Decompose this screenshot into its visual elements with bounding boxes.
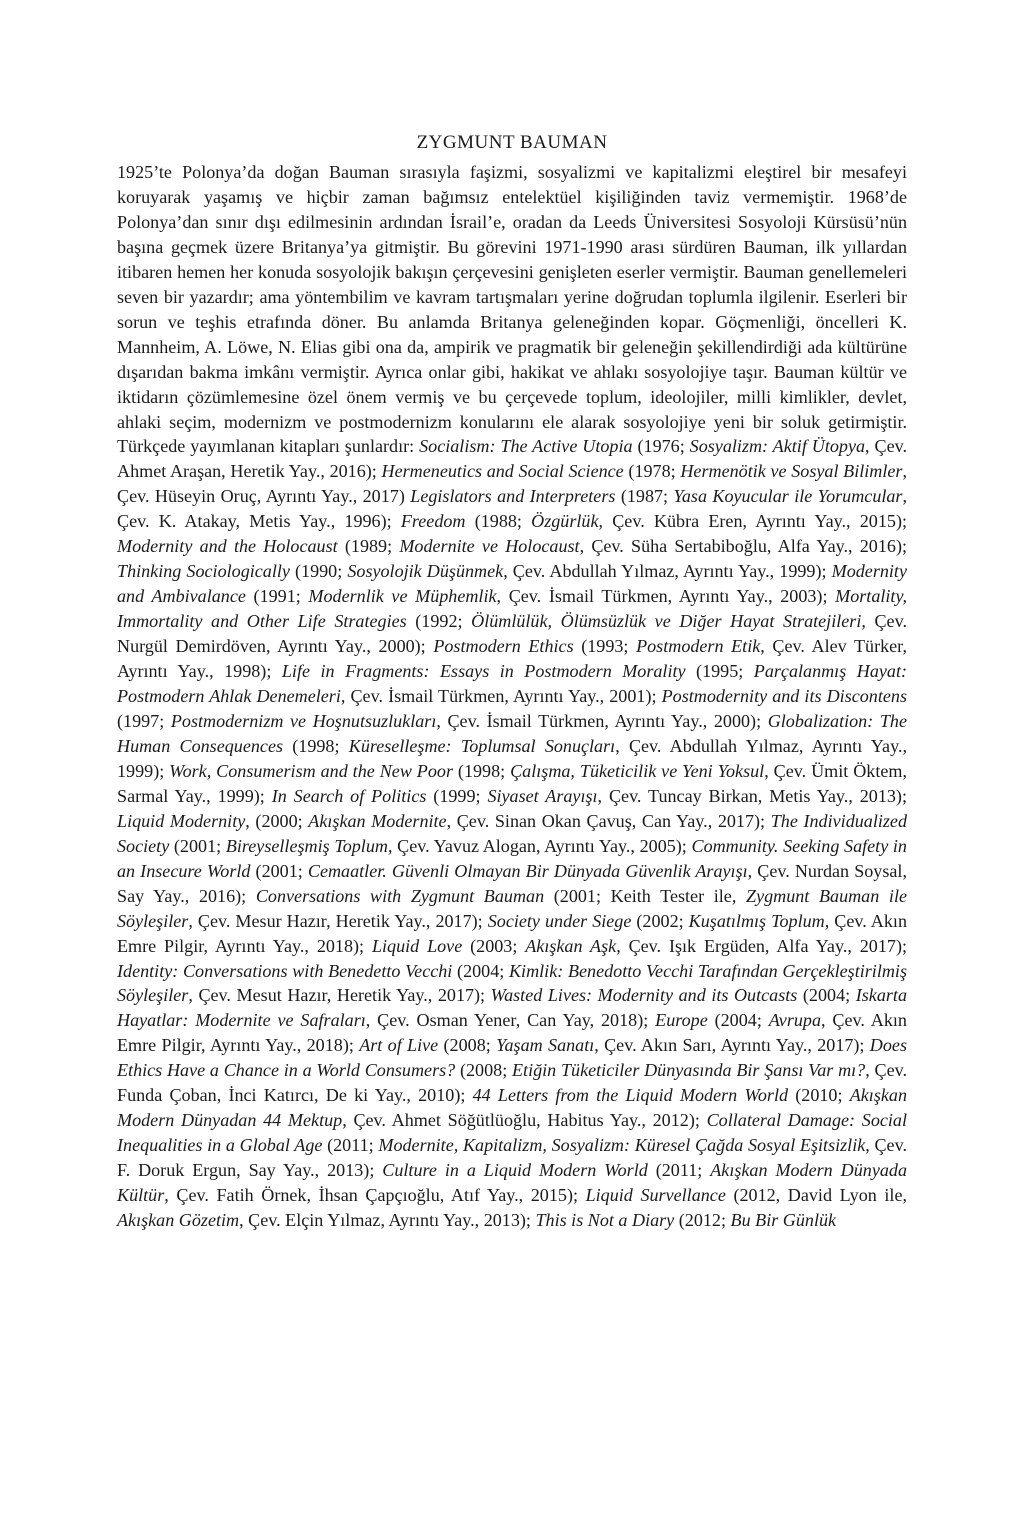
body-text-run: , Çev. Fatih Örnek, İhsan Çapçıoğlu, Atıf Yay., 2015); [164,1185,586,1206]
body-text-run: (2011; [647,1160,711,1181]
body-text-run: , Çev. Nurdan Soysal, Say Yay., 2016); [117,860,907,906]
body-text-run: (1999; [426,785,488,806]
book-title-text: In Search of Politics [271,785,427,806]
body-text-run: (2004; [707,1010,769,1031]
body-text-run: , Çev. Akın Sarı, Ayrıntı Yay., 2017); [594,1035,870,1056]
book-title-text: Etiğin Tüketiciler Dünyasında Bir Şansı Var mı? [511,1060,866,1081]
book-title-text: Hermenötik ve Sosyal Bilimler [680,461,903,482]
body-text-run: (1976; [632,436,690,457]
book-title-text: Collateral Damage: Social Inequalities in a Global Age [117,1110,908,1156]
body-text-run: , (2000; [245,810,309,831]
body-text-run: (2001; [169,835,226,856]
body-text-run: , Çev. Funda Çoban, İnci Katırcı, De ki Yay., 2010); [117,1060,907,1106]
book-title-text: Identity: Conversations with Benedetto Vecchi [117,960,453,981]
body-text-run: , Çev. Tuncay Birkan, Metis Yay., 2013); [597,785,907,806]
body-text-run: , Çev. Ahmet Araşan, Heretik Yay., 2016); [117,436,907,482]
body-text-run: (1997; [117,710,171,731]
body-text-run: , Çev. Alev Türker, Ayrıntı Yay., 1998); [117,636,907,682]
book-title-text: Europe [655,1010,708,1031]
body-text-run: , Çev. Sinan Okan Çavuş, Can Yay., 2017); [446,810,771,831]
body-text-run: , Çev. İsmail Türkmen, Ayrıntı Yay., 2000); [436,710,768,731]
book-title-text: Yasa Koyucular ile Yorumcular [673,486,903,507]
body-text-run: (1988; [465,511,532,532]
book-title-text: The Individualized Society [117,810,908,856]
body-text-run: (1992; [406,611,472,632]
body-text-run: , Çev. İsmail Türkmen, Ayrıntı Yay., 2003); [496,586,836,607]
book-title-text: Akışkan Modern Dünyada Kültür [117,1160,907,1206]
body-text-run: (2008; [455,1060,512,1081]
body-text-run: (1993; [573,636,637,657]
book-title-text: Postmodernity and its Discontens [661,686,908,707]
book-title-text: Akışkan Aşk [525,935,617,956]
body-text-run: (1989; [337,536,400,557]
book-title-text: Society under Siege [487,910,632,931]
body-text-run: , Çev. Süha Sertabiboğlu, Alfa Yay., 2016); [579,536,907,557]
book-title-text: Socialism: The Active Utopia [419,436,633,457]
book-title-text: Küreselleşme: Toplumsal Sonuçları [348,735,616,756]
book-title-text: Bireyselleşmiş Toplum [225,835,388,856]
book-title-text: Yaşam Sanatı [496,1035,595,1056]
body-text-run: (1987; [615,486,674,507]
body-text-run: , Çev. Abdullah Yılmaz, Ayrıntı Yay., 1999); [503,561,832,582]
book-title-text: Akışkan Modern Dünyadan 44 Mektup [117,1085,907,1131]
page [117,128,907,1233]
body-text-run: , Çev. Kübra Eren, Ayrıntı Yay., 2015); [598,511,907,532]
book-title-text: 44 Letters from the Liquid Modern World [472,1085,789,1106]
book-title-text: Liquid Love [371,935,463,956]
body-text-run: (1978; [623,461,681,482]
body-text-run: (2004; [797,985,856,1006]
book-title-text: Culture in a Liquid Modern World [382,1160,648,1181]
body-text-run: (1995; [685,661,754,682]
book-title-text: Postmodern Etik [636,636,761,657]
book-title-text: Liquid Survellance [585,1185,726,1206]
book-title-text: Modernlik ve Müphemlik [308,586,497,607]
book-title-text: Liquid Modernity [117,810,246,831]
body-text-run: , Çev. Osman Yener, Can Yay, 2018); [365,1010,656,1031]
book-title-text: Postmodernizm ve Hoşnutsuzlukları [170,710,437,731]
body-text-run: , Çev. Akın Emre Pilgir, Ayrıntı Yay., 2018); [117,910,907,956]
book-title-text: Modernite ve Holocaust [399,536,580,557]
body-text-run: , Çev. İsmail Türkmen, Ayrıntı Yay., 2001); [340,686,662,707]
body-text-run: , Çev. Mesur Hazır, Heretik Yay., 2017); [188,910,488,931]
book-title-text: Çalışma, Tüketicilik ve Yeni Yoksul [510,760,765,781]
book-title-text: This is Not a Diary [535,1210,675,1231]
book-title-text: Community. Seeking Safety in an Insecure World [117,835,907,881]
book-title-text: Mortality, Immortality and Other Life Strategies [117,586,907,632]
body-text-run: (2003; [462,935,526,956]
book-title-text: Does Ethics Have a Chance in a World Consumers? [117,1035,907,1081]
body-text-run: (2008; [438,1035,497,1056]
body-text-run: (1990; [289,561,348,582]
biography-paragraph [117,160,907,1233]
body-text-run: (1998; [453,760,511,781]
body-text-run: , Çev. Ümit Öktem, Sarmal Yay., 1999); [117,760,907,806]
book-title-text: Ölümlülük, Ölümsüzlük ve Diğer Hayat Stratejileri [471,611,862,632]
book-title-text: Avrupa [768,1010,822,1031]
body-text-run: (2011; [322,1135,379,1156]
book-title-text: Hermeneutics and Social Science [381,461,624,482]
book-title-text: Freedom [400,511,466,532]
body-text-run: , Çev. Nurgül Demirdöven, Ayrıntı Yay., 2000); [117,611,907,657]
body-text-run: (2001; [250,860,308,881]
body-text-run: , Çev. Işık Ergüden, Alfa Yay., 2017); [616,935,907,956]
book-title-text: Conversations with Zygmunt Bauman [255,885,545,906]
book-title-text: Art of Live [359,1035,439,1056]
book-title-text: Özgürlük [531,511,599,532]
body-text-run: , Çev. Mesut Hazır, Heretik Yay., 2017); [188,985,491,1006]
page-title: ZYGMUNT BAUMAN [416,132,608,153]
body-text-run: (2004; [452,960,509,981]
book-title-text: Globalization: The Human Consequences [117,710,907,756]
book-title-text: Siyaset Arayışı [487,785,598,806]
book-title-text: Bu Bir Günlük [730,1210,837,1231]
body-text-run: , Çev. Abdullah Yılmaz, Ayrıntı Yay., 1999); [117,735,907,781]
book-title-text: Kuşatılmış Toplum [688,910,825,931]
body-text-run: , Çev. Elçin Yılmaz, Ayrıntı Yay., 2013); [239,1210,536,1231]
book-title-text: Akışkan Gözetim [117,1210,240,1231]
book-title-text: Sosyalizm: Aktif Ütopya [689,436,866,457]
book-title-text: Postmodern Ethics [433,636,574,657]
body-text-run: (2010; [788,1085,850,1106]
book-title-text: Modernite, Kapitalizm, Sosyalizm: Küresel Çağda Sosyal Eşitsizlik [378,1135,866,1156]
book-title-text: Sosyolojik Düşünmek [347,561,504,582]
body-text-run: , Çev. F. Doruk Ergun, Say Yay., 2013); [117,1135,907,1181]
body-text-run: , Çev. K. Atakay, Metis Yay., 1996); [117,486,908,532]
body-text-run: , Çev. Yavuz Alogan, Ayrıntı Yay., 2005); [387,835,692,856]
body-text-run: (1991; [245,586,309,607]
book-title-text: Zygmunt Bauman ile Söyleşiler [117,885,908,931]
book-title-text: Kimlik: Benedotto Vecchi Tarafından Gerçekleştirilmiş Söyleşiler [117,960,907,1006]
book-title-text: Parçalanmış Hayat: Postmodern Ahlak Denemeleri [117,661,907,707]
body-text-run: (2002; [631,910,689,931]
body-text-run: (2001; Keith Tester ile, [544,885,746,906]
body-text-run: , Çev. Akın Emre Pilgir, Ayrıntı Yay., 2018); [117,1010,907,1056]
book-title-text: Modernity and Ambivalance [117,561,907,607]
body-text-run: , Çev. Ahmet Söğütlüoğlu, Habitus Yay., 2012); [342,1110,707,1131]
body-text-run: (2012, David Lyon ile, [725,1185,908,1206]
book-title-text: Cemaatler. Güvenli Olmayan Bir Dünyada Güvenlik Arayışı [307,860,748,881]
book-title-text: Wasted Lives: Modernity and its Outcasts [490,985,798,1006]
body-text-run: (2012; [674,1210,731,1231]
book-title-text: Modernity and the Holocaust [117,536,338,557]
book-title-text: Life in Fragments: Essays in Postmodern Morality [281,661,686,682]
book-title-text: Legislators and Interpreters [410,486,616,507]
book-title-text: Thinking Sociologically [117,561,290,582]
body-text-run: 1925’te Polonya’da doğan Bauman sırasıyla faşizmi, sosyalizmi ve kapitalizmi eleştirel bir mesafeyi koruyarak yaşamış ve hiçbir zaman bağımsız entelektüel kişiliğinden taviz vermemiştir. 1968’de Polonya’dan sınır dışı edilmesinin ardından İsrail’e, oradan da Leeds Üniversitesi Sosyoloji Kürsüsü’nün başına geçmek üzere Britanya’ya gitmiştir. Bu görevini 1971-1990 arası sürdüren Bauman, ilk yıllardan itibaren hemen her konuda sosyolojik bakışın çerçevesini genişleten eserler vermiştir. Bauman genellemeleri seven bir yazardır; ama yöntembilim ve kavram tartışmaları yerine doğrudan toplumla ilgilenir. Eserleri bir sorun ve teşhis etrafında döner. Bu anlamda Britanya geleneğinden kopar. Göçmenliği, öncelleri K. Mannheim, A. Löwe, N. Elias gibi ona da, ampirik ve pragmatik bir geleneğin şekillendirdiği ada kültürüne dışarıdan bakma imkânı vermiştir. Ayrıca onlar gibi, hakikat ve ahlakı sosyolojiye taşır. Bauman kültür ve iktidarın çözümlemesine özel önem vermiş ve bu çerçevede toplum, ideolojiler, milli kimlikler, devlet, ahlaki seçim, modernizm ve postmodernizm konularını ele alarak sosyolojiye yeni bir soluk getirmiştir. Türkçede yayımlanan kitapları şunlardır: [117,162,907,457]
book-title-text: Work, Consumerism and the New Poor [169,760,453,781]
book-title-text: Akışkan Modernite [308,810,447,831]
book-title-text: Iskarta Hayatlar: Modernite ve Safraları [117,985,907,1031]
body-text-run: , Çev. Hüseyin Oruç, Ayrıntı Yay., 2017) [117,461,907,507]
body-text-run: (1998; [283,735,349,756]
